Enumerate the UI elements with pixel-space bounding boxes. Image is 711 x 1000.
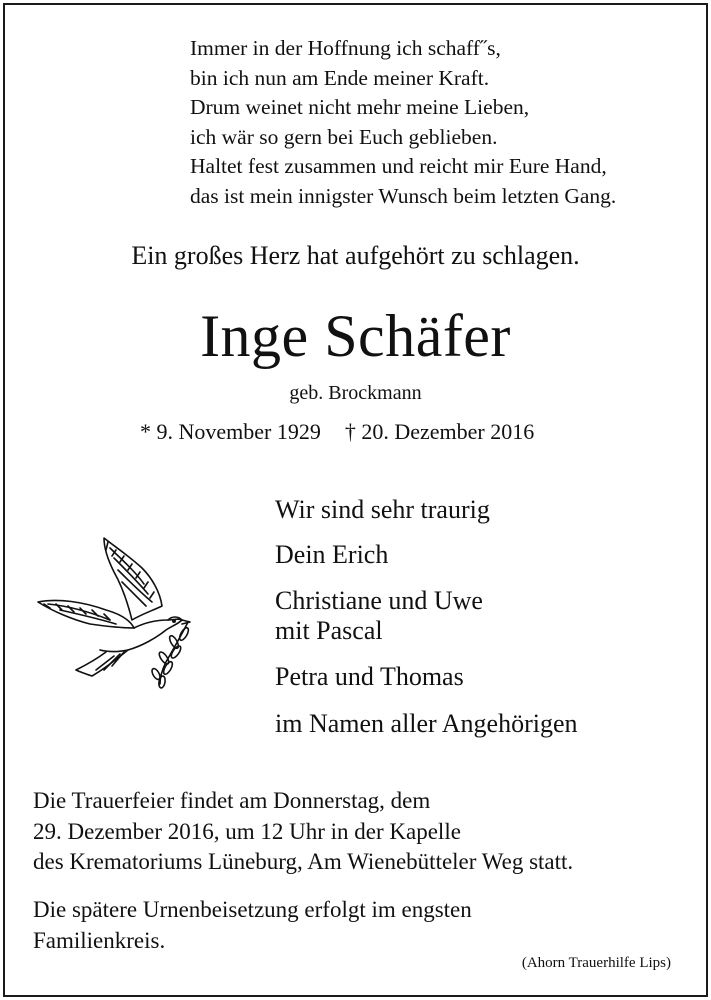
deceased-name: Inge Schäfer [200,303,511,369]
heading: Ein großes Herz hat aufgehört zu schlagen. [131,241,580,270]
service-line: Die Trauerfeier findet am Donnerstag, dem [33,788,431,813]
poem-line: Immer in der Hoffnung ich schaff˝s, [190,36,501,60]
death-date: † 20. Dezember 2016 [344,419,535,444]
mourners-line: Petra und Thomas [275,662,464,691]
burial-line: Die spätere Urnenbeisetzung erfolgt im engsten [33,897,472,922]
poem-line: Haltet fest zusammen und reicht mir Eure Hand, [190,154,607,178]
service-line: des Krematoriums Lüneburg, Am Wienebütteler Weg statt. [33,849,574,874]
mourners-line: Christiane und Uwe [275,586,483,615]
poem-line: das ist mein innigster Wunsch beim letzten Gang. [190,183,617,208]
mourners-line: Wir sind sehr traurig [275,495,490,524]
mourners-line: Dein Erich [275,540,389,569]
undertaker-credit: (Ahorn Trauerhilfe Lips) [521,955,671,971]
mourners-line: im Namen aller Angehörigen [275,709,578,738]
poem-line: Drum weinet nicht mehr meine Lieben, [190,95,530,119]
birth-date: * 9. November 1929 [140,419,321,444]
maiden-name: geb. Brockmann [289,382,422,404]
poem-line: bin ich nun am Ende meiner Kraft. [190,65,490,90]
dove-with-olive-branch-icon [34,534,200,690]
poem [190,34,616,211]
funeral-service-info [33,786,573,878]
burial-line: Familienkreis. [33,927,166,953]
life-dates [140,419,534,445]
service-line: 29. Dezember 2016, um 12 Uhr in der Kapelle [33,818,461,844]
urn-burial-info [33,895,472,956]
mourners-line: mit Pascal [275,616,383,645]
poem-line: ich wär so gern bei Euch geblieben. [190,124,498,149]
